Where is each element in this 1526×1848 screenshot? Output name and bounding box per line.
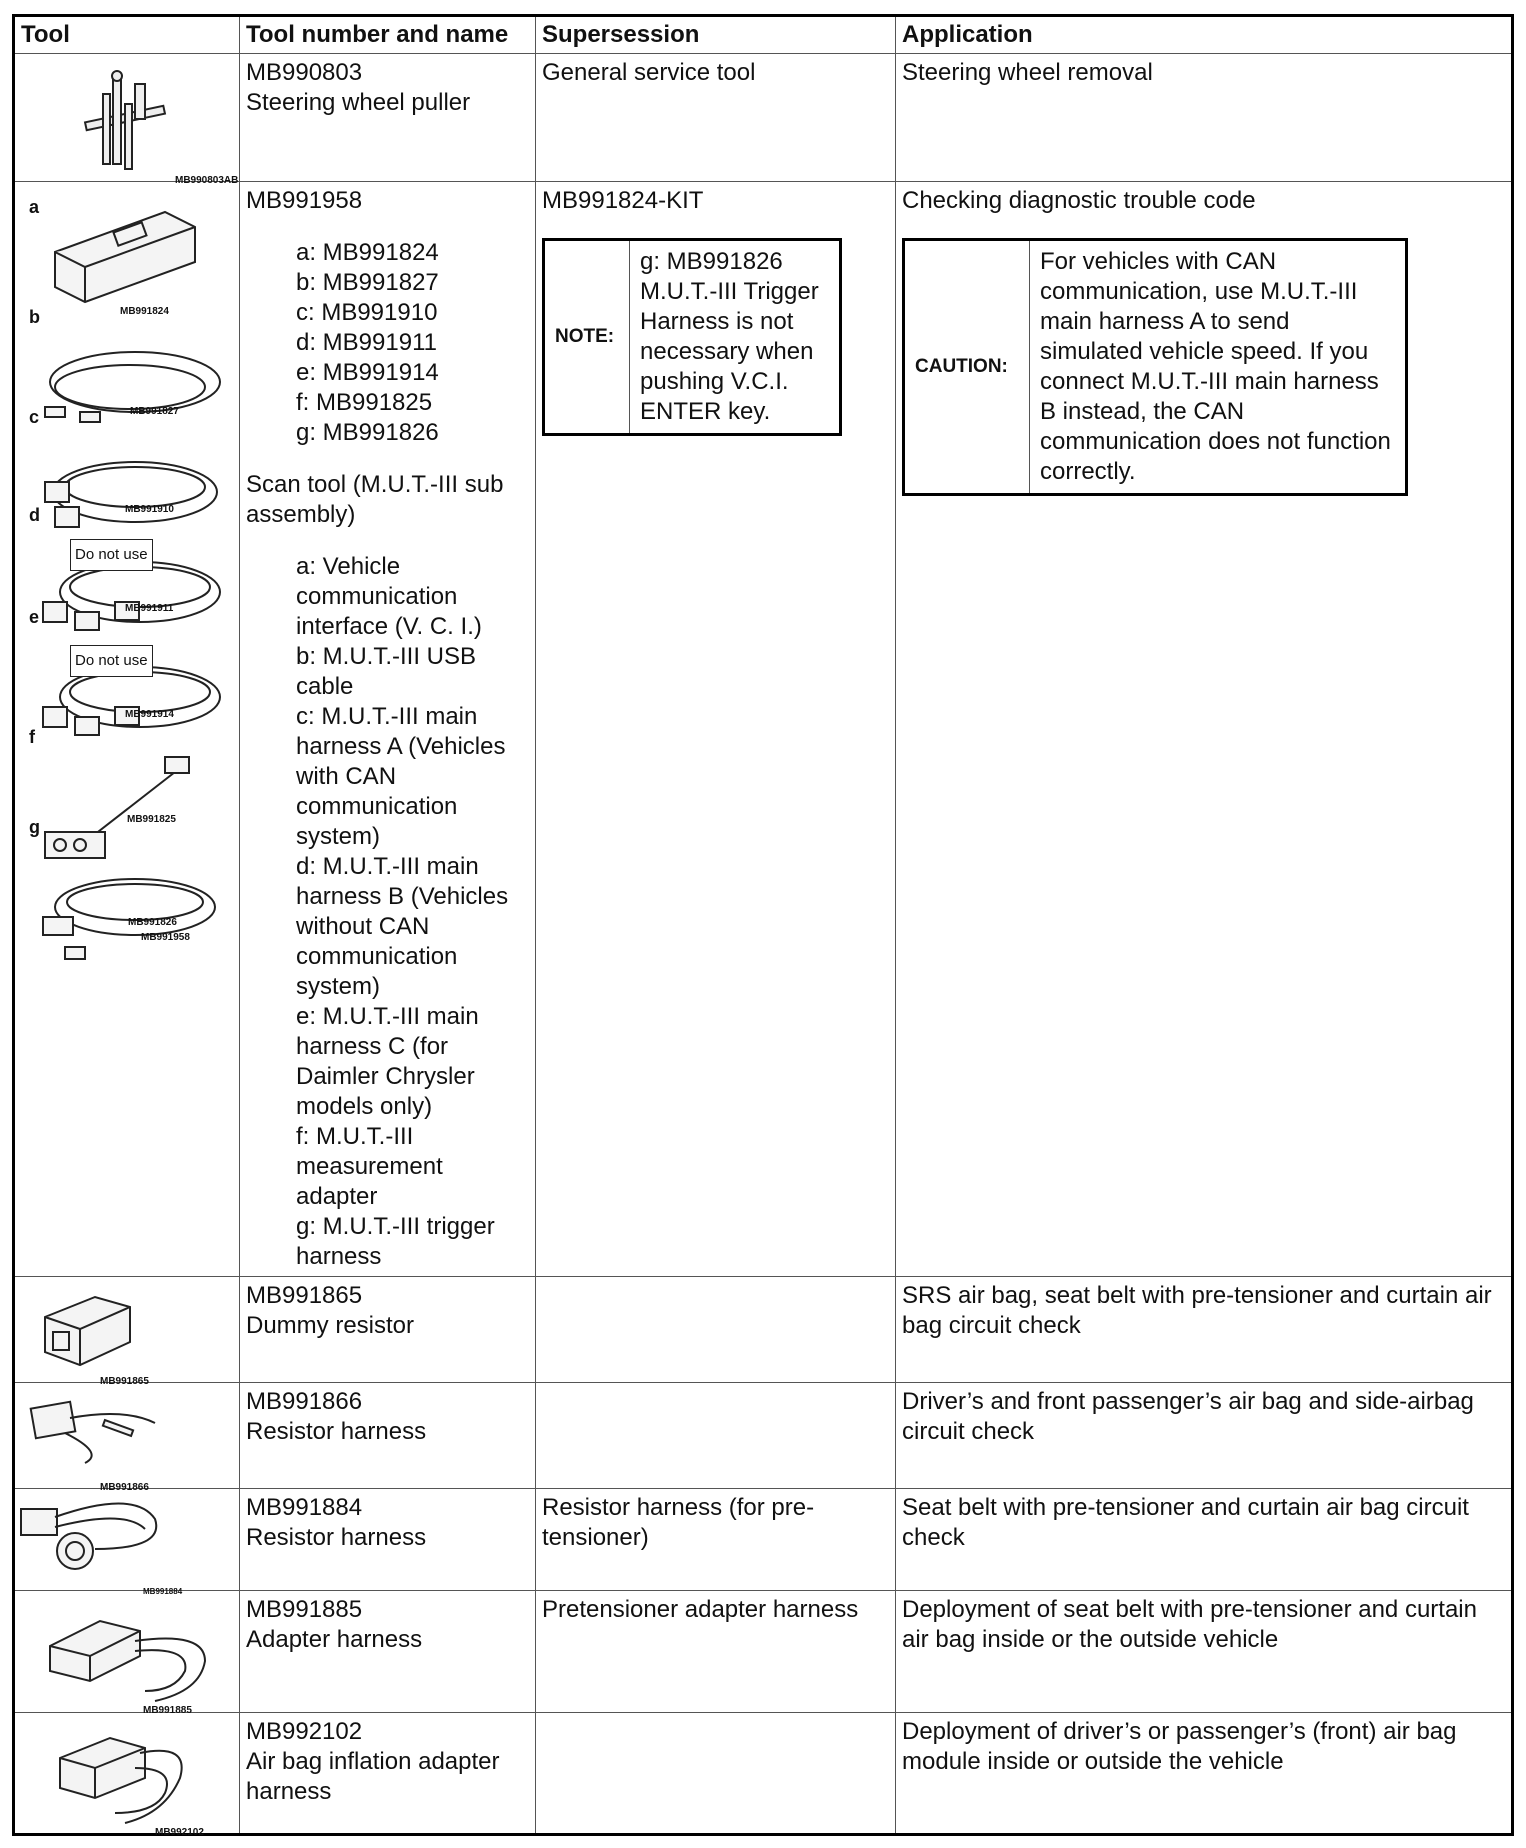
application-cell: Steering wheel removal <box>896 54 1513 182</box>
application-text: Checking diagnostic trouble code <box>902 187 1256 214</box>
special-tools-table <box>12 14 1514 1836</box>
steering-wheel-puller-illustration <box>15 54 239 182</box>
tool-name: Resistor harness <box>246 1524 427 1551</box>
table-row <box>14 182 1513 1277</box>
tool-number: MB992102 <box>246 1718 363 1745</box>
table-row <box>14 1489 1513 1591</box>
tool-number: MB990803 <box>246 59 363 86</box>
tool-image-caption: MB991910 <box>125 504 174 515</box>
tool-name: Air bag inflation adapter harness <box>246 1748 500 1805</box>
do-not-use-label: Do not use <box>70 645 153 677</box>
application-cell: Seat belt with pre-tensioner and curtain air bag circuit check <box>896 1489 1513 1591</box>
scan-item: g: M.U.T.-III trigger harness <box>296 1213 495 1270</box>
tool-number-name-cell <box>240 182 536 1277</box>
scan-item: f: M.U.T.-III measurement adapter <box>296 1123 443 1210</box>
tool-letter: g <box>29 817 40 837</box>
tool-image-caption: MB991866 <box>100 1482 149 1493</box>
note-text: g: MB991826 M.U.T.-III Trigger Harness is not necessary when pushing V.C.I. ENTER key. <box>630 240 841 435</box>
table-row <box>14 1591 1513 1713</box>
tool-number: MB991865 <box>246 1282 363 1309</box>
tool-name: Resistor harness <box>246 1418 427 1445</box>
tool-image-caption: MB991825 <box>127 814 176 825</box>
tool-number: MB991866 <box>246 1388 363 1415</box>
scan-item: a: Vehicle communication interface (V. C. I.) <box>296 553 482 640</box>
scan-item: b: M.U.T.-III USB cable <box>296 643 477 700</box>
caution-text: For vehicles with CAN communication, use M.U.T.-III main harness A to send simulated vehicle speed. If you connect M.U.T.-III main harness B instead, the CAN communication does not function correctly. <box>1030 240 1407 495</box>
sub-item: e: MB991914 <box>296 359 439 386</box>
header-tool: Tool <box>14 16 240 54</box>
supersession-cell: General service tool <box>536 54 896 182</box>
tool-image-cell <box>14 1277 240 1387</box>
tool-image-cell <box>14 1713 240 1838</box>
header-supersession: Supersession <box>536 16 896 54</box>
tool-name: Steering wheel puller <box>246 89 471 116</box>
supersession-cell <box>536 1383 896 1489</box>
tool-image-cell <box>14 54 240 186</box>
tool-letter: d <box>29 505 40 525</box>
supersession-cell <box>536 1277 896 1383</box>
tool-image-cell <box>14 1489 240 1596</box>
header-row <box>14 16 1513 54</box>
table-row <box>14 1713 1513 1835</box>
air-bag-inflation-adapter-illustration <box>15 1713 239 1835</box>
tool-image-caption: MB991885 <box>143 1705 192 1716</box>
tool-letter: b <box>29 307 40 327</box>
sub-item: f: MB991825 <box>296 389 433 416</box>
scan-item: e: M.U.T.-III main harness C (for Daimler Chrysler models only) <box>296 1003 479 1120</box>
table-row <box>14 1277 1513 1383</box>
tool-number-name-cell <box>240 54 536 182</box>
tool-letter: c <box>29 407 40 427</box>
scan-tool-title: Scan tool (M.U.T.-III sub assembly) <box>246 471 504 528</box>
tool-image-caption: MB991884 <box>143 1587 183 1596</box>
tool-letter: e <box>29 607 40 627</box>
tool-number: MB991885 <box>246 1596 363 1623</box>
sub-item: c: MB991910 <box>296 299 438 326</box>
tool-image-caption: MB991865 <box>100 1376 149 1387</box>
caution-label: CAUTION: <box>904 240 1030 495</box>
sub-item: d: MB991911 <box>296 329 437 356</box>
sub-item: g: MB991826 <box>296 419 439 446</box>
tool-image-cell <box>14 182 240 1277</box>
supersession-cell: Resistor harness (for pre-tensioner) <box>536 1489 896 1591</box>
tool-number-name-cell <box>240 1383 536 1489</box>
header-tool-number-name: Tool number and name <box>240 16 536 54</box>
tool-image-caption: MB991911 <box>125 603 174 614</box>
tool-number-name-cell <box>240 1489 536 1591</box>
tool-number-name-cell <box>240 1591 536 1713</box>
tool-image-cell <box>14 1383 240 1493</box>
supersession-text: MB991824-KIT <box>542 187 704 214</box>
supersession-cell <box>536 1713 896 1835</box>
tool-number-name-cell <box>240 1277 536 1383</box>
adapter-harness-illustration <box>15 1591 239 1713</box>
application-cell: Deployment of seat belt with pre-tensioner and curtain air bag inside or the outside vehicle <box>896 1591 1513 1713</box>
caution-box <box>902 238 1408 496</box>
header-application: Application <box>896 16 1513 54</box>
tool-image-caption: MB990803AB <box>175 175 239 186</box>
scan-item: d: M.U.T.-III main harness B (Vehicles without CAN communication system) <box>296 853 509 1000</box>
tool-number: MB991958 <box>246 187 363 214</box>
tool-image-caption: MB991827 <box>130 406 179 417</box>
application-cell: SRS air bag, seat belt with pre-tensioner and curtain air bag circuit check <box>896 1277 1513 1383</box>
tool-image-caption: MB992102 <box>155 1827 204 1838</box>
supersession-cell: Pretensioner adapter harness <box>536 1591 896 1713</box>
tool-image-caption: MB991824 <box>120 306 169 317</box>
tool-image-caption: MB991914 <box>125 709 174 720</box>
tool-image-caption: MB991826 <box>128 917 177 928</box>
application-cell <box>896 182 1513 1277</box>
tool-letter: f <box>29 727 35 747</box>
tool-image-cell <box>14 1591 240 1716</box>
note-label: NOTE: <box>544 240 630 435</box>
do-not-use-label: Do not use <box>70 539 153 571</box>
group-image-caption: MB991958 <box>141 932 190 943</box>
application-cell: Driver’s and front passenger’s air bag and side-airbag circuit check <box>896 1383 1513 1489</box>
table-row <box>14 1383 1513 1489</box>
tool-name: Dummy resistor <box>246 1312 415 1339</box>
sub-item: a: MB991824 <box>296 239 439 266</box>
table-row <box>14 54 1513 182</box>
tool-number: MB991884 <box>246 1494 363 1521</box>
tool-number-name-cell <box>240 1713 536 1835</box>
application-cell: Deployment of driver’s or passenger’s (front) air bag module inside or outside the vehicle <box>896 1713 1513 1835</box>
resistor-harness-pretensioner-illustration <box>15 1489 239 1591</box>
sub-item: b: MB991827 <box>296 269 439 296</box>
tool-name: Adapter harness <box>246 1626 423 1653</box>
scan-item: c: M.U.T.-III main harness A (Vehicles with CAN communication system) <box>296 703 506 850</box>
supersession-cell <box>536 182 896 1277</box>
tool-letter: a <box>29 197 40 217</box>
note-box <box>542 238 842 436</box>
